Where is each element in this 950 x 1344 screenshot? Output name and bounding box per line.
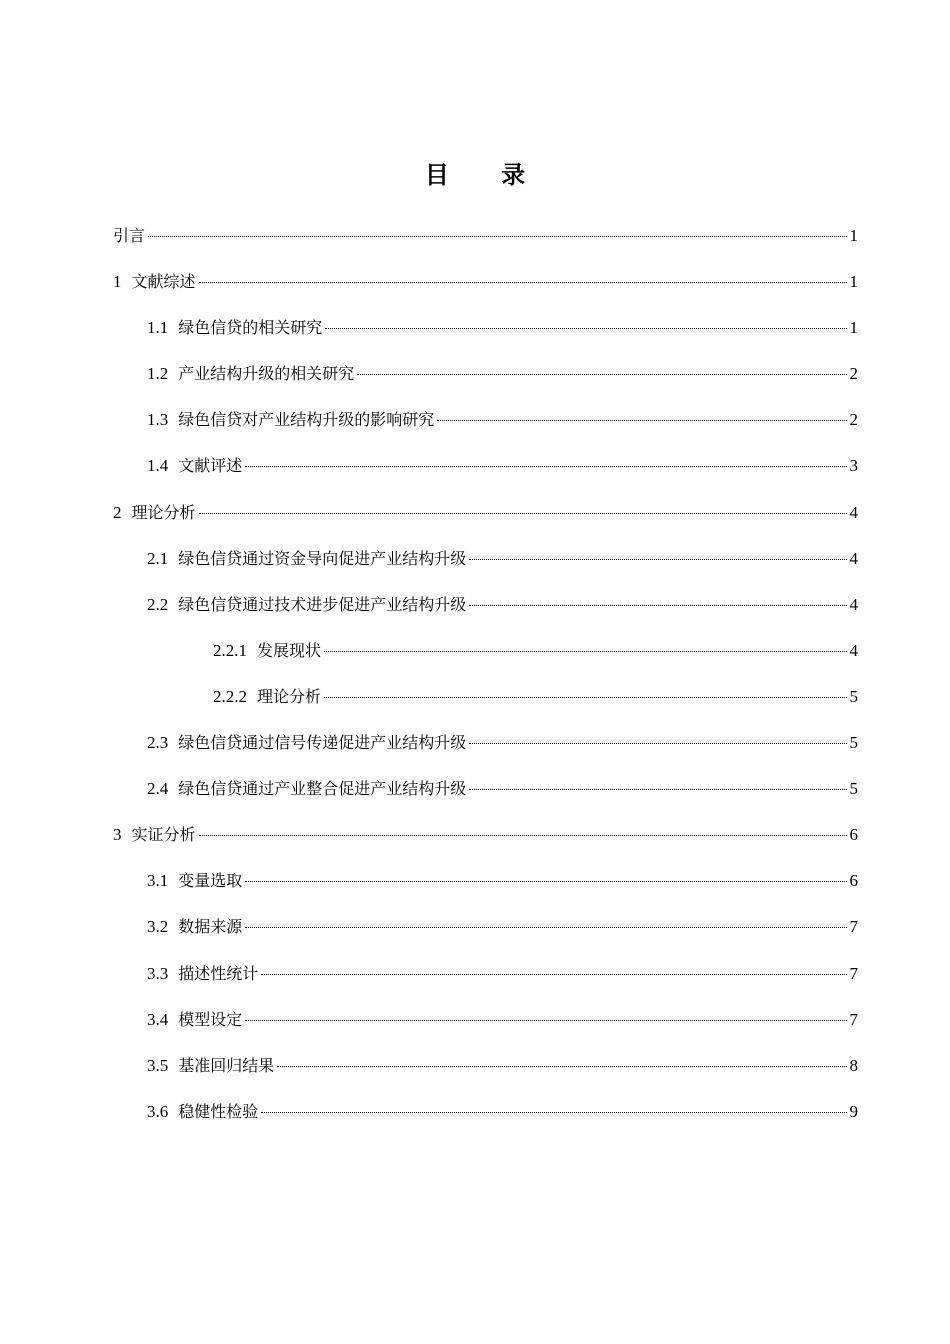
toc-entry-line (147, 593, 858, 617)
toc-entry-number: 3.5 (147, 1055, 169, 1075)
toc-entry-label: 理论分析 (257, 686, 322, 706)
toc-entry-page-number: 8 (849, 1055, 858, 1075)
toc-entry[interactable] (0, 909, 950, 955)
toc-dot-leader (469, 789, 846, 790)
toc-entry-line (113, 224, 858, 248)
toc-entry-page-number: 5 (849, 686, 858, 706)
toc-entry[interactable] (0, 402, 950, 448)
toc-entry-page-number: 1 (849, 226, 858, 245)
toc-entry[interactable] (0, 1048, 950, 1094)
toc-entry-number: 2.2.1 (213, 640, 247, 660)
toc-dot-leader (325, 328, 846, 329)
toc-entry-line (113, 270, 858, 294)
toc-entry-line (147, 915, 858, 939)
toc-entry-line (147, 408, 858, 432)
toc-entry[interactable] (0, 679, 950, 725)
toc-entry[interactable] (0, 218, 950, 264)
toc-entry-page-number: 2 (849, 410, 858, 430)
toc-entry-label: 理论分析 (131, 502, 196, 522)
toc-entry[interactable] (0, 725, 950, 771)
toc-entry-page-number: 1 (849, 272, 858, 292)
toc-entry-page-number: 7 (849, 1009, 858, 1029)
toc-entry-label: 描述性统计 (178, 963, 259, 983)
toc-entry[interactable] (0, 956, 950, 1002)
toc-entry-page-number: 1 (849, 318, 858, 338)
toc-entry-line (147, 1008, 858, 1032)
toc-entry-page-number: 6 (849, 871, 858, 891)
toc-entry-number: 3.4 (147, 1009, 169, 1029)
toc-dot-leader (261, 1112, 846, 1113)
toc-dot-leader (199, 835, 847, 836)
toc-entry-page-number: 5 (849, 733, 858, 753)
toc-entry-number: 2.3 (147, 733, 169, 753)
toc-entry-number: 1.4 (147, 456, 169, 476)
toc-entry-label: 绿色信贷对产业结构升级的影响研究 (178, 410, 435, 430)
toc-entry[interactable] (0, 817, 950, 863)
toc-entry-page-number: 7 (849, 963, 858, 983)
toc-entry-number: 3.2 (147, 917, 169, 937)
toc-entry-label: 实证分析 (131, 825, 196, 845)
toc-entry-label: 产业结构升级的相关研究 (178, 364, 355, 384)
table-of-contents (0, 218, 950, 1140)
toc-dot-leader (469, 605, 846, 606)
toc-entry-number: 1 (113, 272, 122, 292)
toc-entry-label: 绿色信贷的相关研究 (178, 318, 323, 338)
toc-dot-leader (245, 1020, 846, 1021)
toc-dot-leader (199, 282, 847, 283)
toc-entry-number: 1.1 (147, 318, 169, 338)
toc-entry-number: 2.2 (147, 594, 169, 614)
toc-entry-page-number: 7 (849, 917, 858, 937)
toc-dot-leader (261, 974, 846, 975)
toc-entry[interactable] (0, 495, 950, 541)
toc-entry-line (147, 777, 858, 801)
toc-dot-leader (324, 651, 846, 652)
toc-entry-page-number: 2 (849, 364, 858, 384)
toc-entry-number: 2.1 (147, 548, 169, 568)
toc-entry-line (147, 1100, 858, 1124)
toc-entry-number: 2 (113, 502, 122, 522)
toc-entry-number: 2.2.2 (213, 686, 247, 706)
toc-dot-leader (469, 559, 846, 560)
toc-dot-leader (469, 743, 846, 744)
toc-entry-line (147, 362, 858, 386)
toc-dot-leader (245, 466, 846, 467)
toc-entry-label: 文献综述 (131, 272, 196, 292)
toc-entry[interactable] (0, 1094, 950, 1140)
toc-dot-leader (324, 697, 846, 698)
toc-dot-leader (148, 236, 846, 237)
toc-entry-line (147, 316, 858, 340)
toc-entry-label: 模型设定 (178, 1009, 243, 1029)
toc-entry-line (147, 454, 858, 478)
toc-entry[interactable] (0, 633, 950, 679)
toc-entry[interactable] (0, 771, 950, 817)
toc-entry[interactable] (0, 356, 950, 402)
toc-entry-page-number: 4 (849, 594, 858, 614)
toc-entry[interactable] (0, 863, 950, 909)
page-title: 目 录 (424, 161, 548, 189)
toc-dot-leader (357, 374, 846, 375)
toc-entry-label: 变量选取 (178, 871, 243, 891)
toc-entry-number: 1.3 (147, 410, 169, 430)
toc-dot-leader (437, 420, 846, 421)
toc-entry-page-number: 3 (849, 456, 858, 476)
toc-entry-label: 稳健性检验 (178, 1101, 259, 1121)
toc-entry[interactable] (0, 264, 950, 310)
toc-entry-line (213, 685, 858, 709)
toc-entry-number: 3.3 (147, 963, 169, 983)
toc-entry-label: 绿色信贷通过信号传递促进产业结构升级 (178, 733, 467, 753)
toc-entry-number: 1.2 (147, 364, 169, 384)
toc-entry-line (147, 869, 858, 893)
toc-entry-number: 3.6 (147, 1101, 169, 1121)
toc-entry-label: 引言 (113, 226, 146, 245)
toc-entry-page-number: 6 (849, 825, 858, 845)
toc-entry[interactable] (0, 448, 950, 494)
toc-entry[interactable] (0, 587, 950, 633)
toc-entry-line (147, 547, 858, 571)
toc-dot-leader (277, 1066, 846, 1067)
toc-entry-line (147, 731, 858, 755)
toc-entry-label: 发展现状 (257, 640, 322, 660)
toc-entry-line (213, 639, 858, 663)
toc-entry[interactable] (0, 541, 950, 587)
toc-entry-label: 绿色信贷通过产业整合促进产业结构升级 (178, 779, 467, 799)
toc-entry[interactable] (0, 310, 950, 356)
toc-entry-line (147, 962, 858, 986)
toc-entry-number: 2.4 (147, 779, 169, 799)
toc-entry-page-number: 4 (849, 502, 858, 522)
toc-entry-label: 绿色信贷通过技术进步促进产业结构升级 (178, 594, 467, 614)
toc-entry-page-number: 9 (849, 1101, 858, 1121)
toc-entry-line (113, 501, 858, 525)
toc-dot-leader (199, 513, 847, 514)
toc-entry-page-number: 4 (849, 640, 858, 660)
toc-entry-number: 3 (113, 825, 122, 845)
toc-entry-label: 文献评述 (178, 456, 243, 476)
toc-entry-number: 3.1 (147, 871, 169, 891)
toc-entry-page-number: 5 (849, 779, 858, 799)
toc-dot-leader (245, 881, 846, 882)
toc-entry-line (113, 823, 858, 847)
toc-entry-label: 绿色信贷通过资金导向促进产业结构升级 (178, 548, 467, 568)
toc-entry-line (147, 1054, 858, 1078)
toc-entry[interactable] (0, 1002, 950, 1048)
toc-entry-label: 基准回归结果 (178, 1055, 275, 1075)
toc-entry-label: 数据来源 (178, 917, 243, 937)
toc-entry-page-number: 4 (849, 548, 858, 568)
toc-dot-leader (245, 927, 846, 928)
